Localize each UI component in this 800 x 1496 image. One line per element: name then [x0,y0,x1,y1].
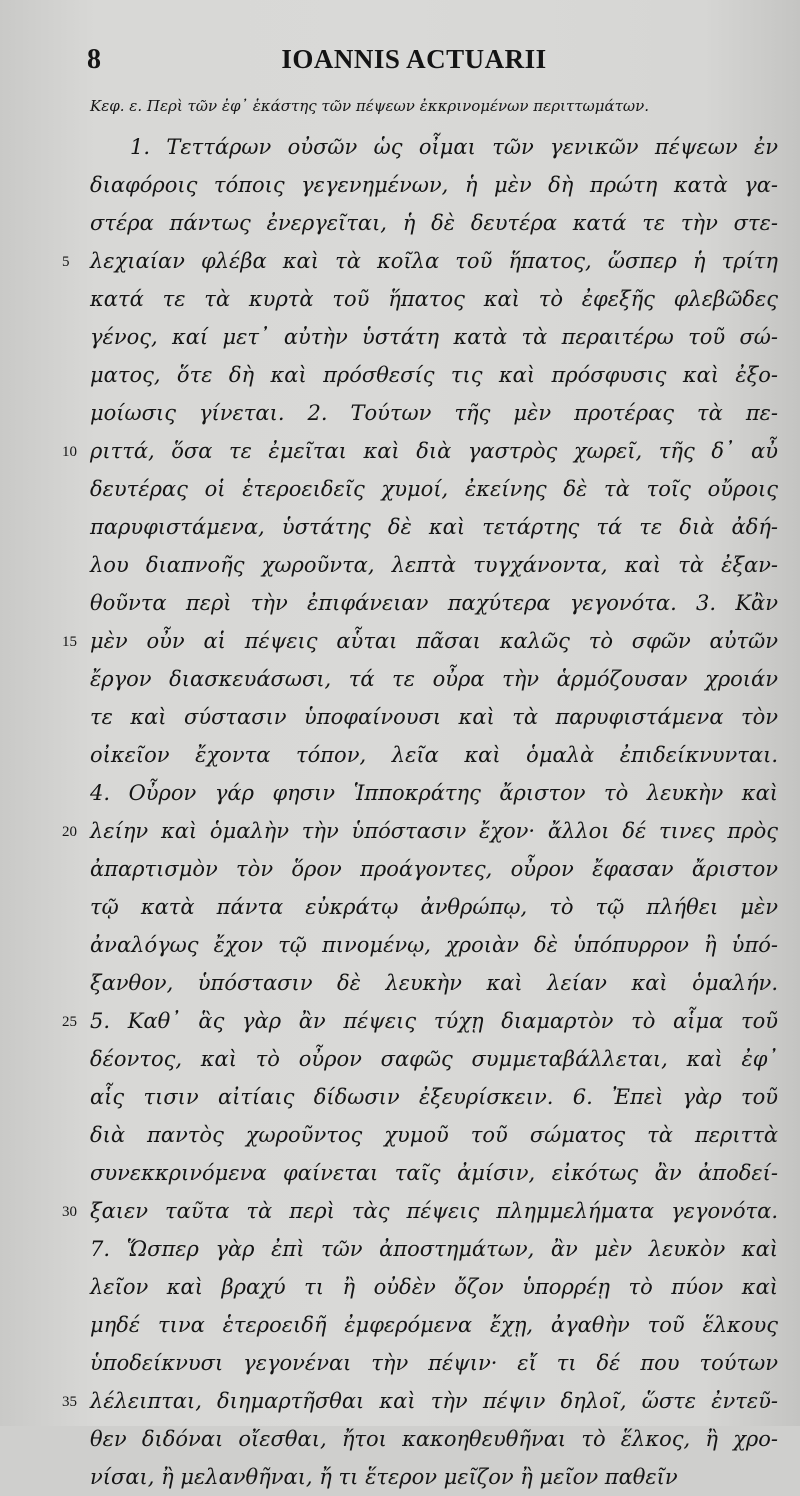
text-line [0,128,800,166]
line-text: λέλειπται, διημαρτῆσθαι καὶ τὴν πέψιν δηλοῖ, ὥστε ἐντεῦ- [90,1389,778,1413]
line-text: διαφόροις τόποις γεγενημένων, ἡ μὲν δὴ πρώτη κατὰ γα- [90,173,778,197]
line-text: δευτέρας οἱ ἑτεροειδεῖς χυμοί, ἐκείνης δὲ τὰ τοῖς οὔροις [90,477,778,501]
line-number: 5 [62,254,70,270]
line-text: συνεκκρινόμενα φαίνεται ταῖς ἀμίσιν, εἰκότως ἂν ἀποδεί- [90,1161,778,1185]
line-text: λεῖον καὶ βραχύ τι ἢ οὐδὲν ὄζον ὑπορρέῃ τὸ πύον καὶ [90,1275,778,1299]
line-text: λεχιαίαν φλέβα καὶ τὰ κοῖλα τοῦ ἥπατος, ὥσπερ ἡ τρίτη [90,249,778,273]
text-line [0,584,800,622]
line-text: δέοντος, καὶ τὸ οὖρον σαφῶς συμμεταβάλλεται, καὶ ἐφ᾽ [90,1047,778,1071]
text-line [0,318,800,356]
line-text: μὲν οὖν αἱ πέψεις αὗται πᾶσαι καλῶς τὸ σφῶν αὐτῶν [90,629,778,653]
text-line [0,508,800,546]
text-line [0,1420,800,1458]
line-text: μοίωσις γίνεται. 2. Τούτων τῆς μὲν προτέρας τὰ πε- [90,401,778,425]
line-number: 35 [62,1394,77,1410]
text-line [0,1192,800,1230]
line-text: λείην καὶ ὁμαλὴν τὴν ὑπόστασιν ἔχον· ἄλλοι δέ τινες πρὸς [90,819,778,843]
line-number: 15 [62,634,77,650]
text-line [0,1344,800,1382]
text-line [0,280,800,318]
line-text: θεν διδόναι οἴεσθαι, ἤτοι κακοηθευθῆναι τὸ ἕλκος, ἢ χρο- [90,1427,778,1451]
line-text: θοῦντα περὶ τὴν ἐπιφάνειαν παχύτερα γεγονότα. 3. Κἂν [90,591,778,615]
text-line [0,356,800,394]
line-text: 1. Τεττάρων οὐσῶν ὡς οἶμαι τῶν γενικῶν πέψεων ἐν [130,135,778,159]
line-text: παρυφιστάμενα, ὑστάτης δὲ καὶ τετάρτης τά τε διὰ ἀδή- [90,515,778,539]
text-line [0,470,800,508]
page-number: 8 [87,44,101,75]
text-line [0,394,800,432]
line-number: 30 [62,1204,77,1220]
text-line [0,1268,800,1306]
text-line [0,964,800,1002]
text-line [0,1382,800,1420]
text-line [0,812,800,850]
text-line [0,736,800,774]
text-line [0,1002,800,1040]
page-header [0,40,800,80]
text-line [0,888,800,926]
line-text: αἷς τισιν αἰτίαις δίδωσιν ἐξευρίσκειν. 6. Ἐπεὶ γὰρ τοῦ [90,1085,778,1109]
line-text: ματος, ὅτε δὴ καὶ πρόσθεσίς τις καὶ πρόσφυσις καὶ ἐξο- [90,363,778,387]
text-line [0,204,800,242]
line-text: ὑποδείκνυσι γεγονέναι τὴν πέψιν· εἴ τι δέ που τούτων [90,1351,778,1375]
text-line [0,1458,800,1496]
line-text: τῷ κατὰ πάντα εὐκράτῳ ἀνθρώπῳ, τὸ τῷ πλήθει μὲν [90,895,778,919]
text-line [0,926,800,964]
line-number: 25 [62,1014,77,1030]
text-line [0,546,800,584]
text-line [0,1306,800,1344]
line-text: διὰ παντὸς χωροῦντος χυμοῦ τοῦ σώματος τὰ περιττὰ [90,1123,778,1147]
text-line [0,242,800,280]
text-line [0,1154,800,1192]
line-text: λου διαπνοῆς χωροῦντα, λεπτὰ τυγχάνοντα, καὶ τὰ ἐξαν- [90,553,778,577]
line-text: ἀπαρτισμὸν τὸν ὅρον προάγοντες, οὖρον ἔφασαν ἄριστον [90,857,778,881]
text-line [0,1116,800,1154]
line-text: ἔργον διασκευάσωσι, τά τε οὖρα τὴν ἁρμόζουσαν χροιάν [90,667,778,691]
line-number: 20 [62,824,77,840]
text-line [0,1078,800,1116]
line-text: οἰκεῖον ἔχοντα τόπον, λεῖα καὶ ὁμαλὰ ἐπιδείκνυνται. [90,743,778,767]
line-text: 5. Καθ᾽ ἃς γὰρ ἂν πέψεις τύχῃ διαμαρτὸν τὸ αἷμα τοῦ [90,1009,778,1033]
body-text [0,128,800,1496]
line-text: στέρα πάντως ἐνεργεῖται, ἡ δὲ δευτέρα κατά τε τὴν στε- [90,211,778,235]
line-text: ξανθον, ὑπόστασιν δὲ λευκὴν καὶ λείαν καὶ ὁμαλήν. [90,971,778,995]
line-text: ἀναλόγως ἔχον τῷ πινομένῳ, χροιὰν δὲ ὑπόπυρρον ἢ ὑπό- [90,933,778,957]
line-text: μηδέ τινα ἑτεροειδῆ ἐμφερόμενα ἔχῃ, ἀγαθὴν τοῦ ἕλκους [90,1313,778,1337]
text-line [0,622,800,660]
line-text: νίσαι, ἢ μελανθῆναι, ἤ τι ἕτερον μεῖζον ἢ μεῖον παθεῖν [90,1465,678,1489]
line-text: γένος, καί μετ᾽ αὐτὴν ὑστάτη κατὰ τὰ περαιτέρω τοῦ σώ- [90,325,778,349]
text-line [0,850,800,888]
line-text: τε καὶ σύστασιν ὑποφαίνουσι καὶ τὰ παρυφιστάμενα τὸν [90,705,778,729]
line-text: ξαιεν ταῦτα τὰ περὶ τὰς πέψεις πλημμελήματα γεγονότα. [90,1199,778,1223]
text-line [0,698,800,736]
text-line [0,1230,800,1268]
line-number: 10 [62,444,77,460]
text-line [0,660,800,698]
text-line [0,1040,800,1078]
line-text: κατά τε τὰ κυρτὰ τοῦ ἥπατος καὶ τὸ ἐφεξῆς φλεβῶδες [90,287,778,311]
line-text: 7. Ὥσπερ γὰρ ἐπὶ τῶν ἀποστημάτων, ἂν μὲν λευκὸν καὶ [90,1237,778,1261]
text-line [0,166,800,204]
line-text: ριττά, ὅσα τε ἐμεῖται καὶ διὰ γαστρὸς χωρεῖ, τῆς δ᾽ αὖ [90,439,778,463]
line-text: 4. Οὖρον γάρ φησιν Ἱπποκράτης ἄριστον τὸ λευκὴν καὶ [90,781,778,805]
running-title: IOANNIS ACTUARII [281,44,547,74]
chapter-heading: Κεφ. ε. Περὶ τῶν ἐφ᾽ ἑκάστης τῶν πέψεων ἐκκρινομένων περιττωμάτων. [90,97,650,115]
text-line [0,774,800,812]
text-line [0,432,800,470]
